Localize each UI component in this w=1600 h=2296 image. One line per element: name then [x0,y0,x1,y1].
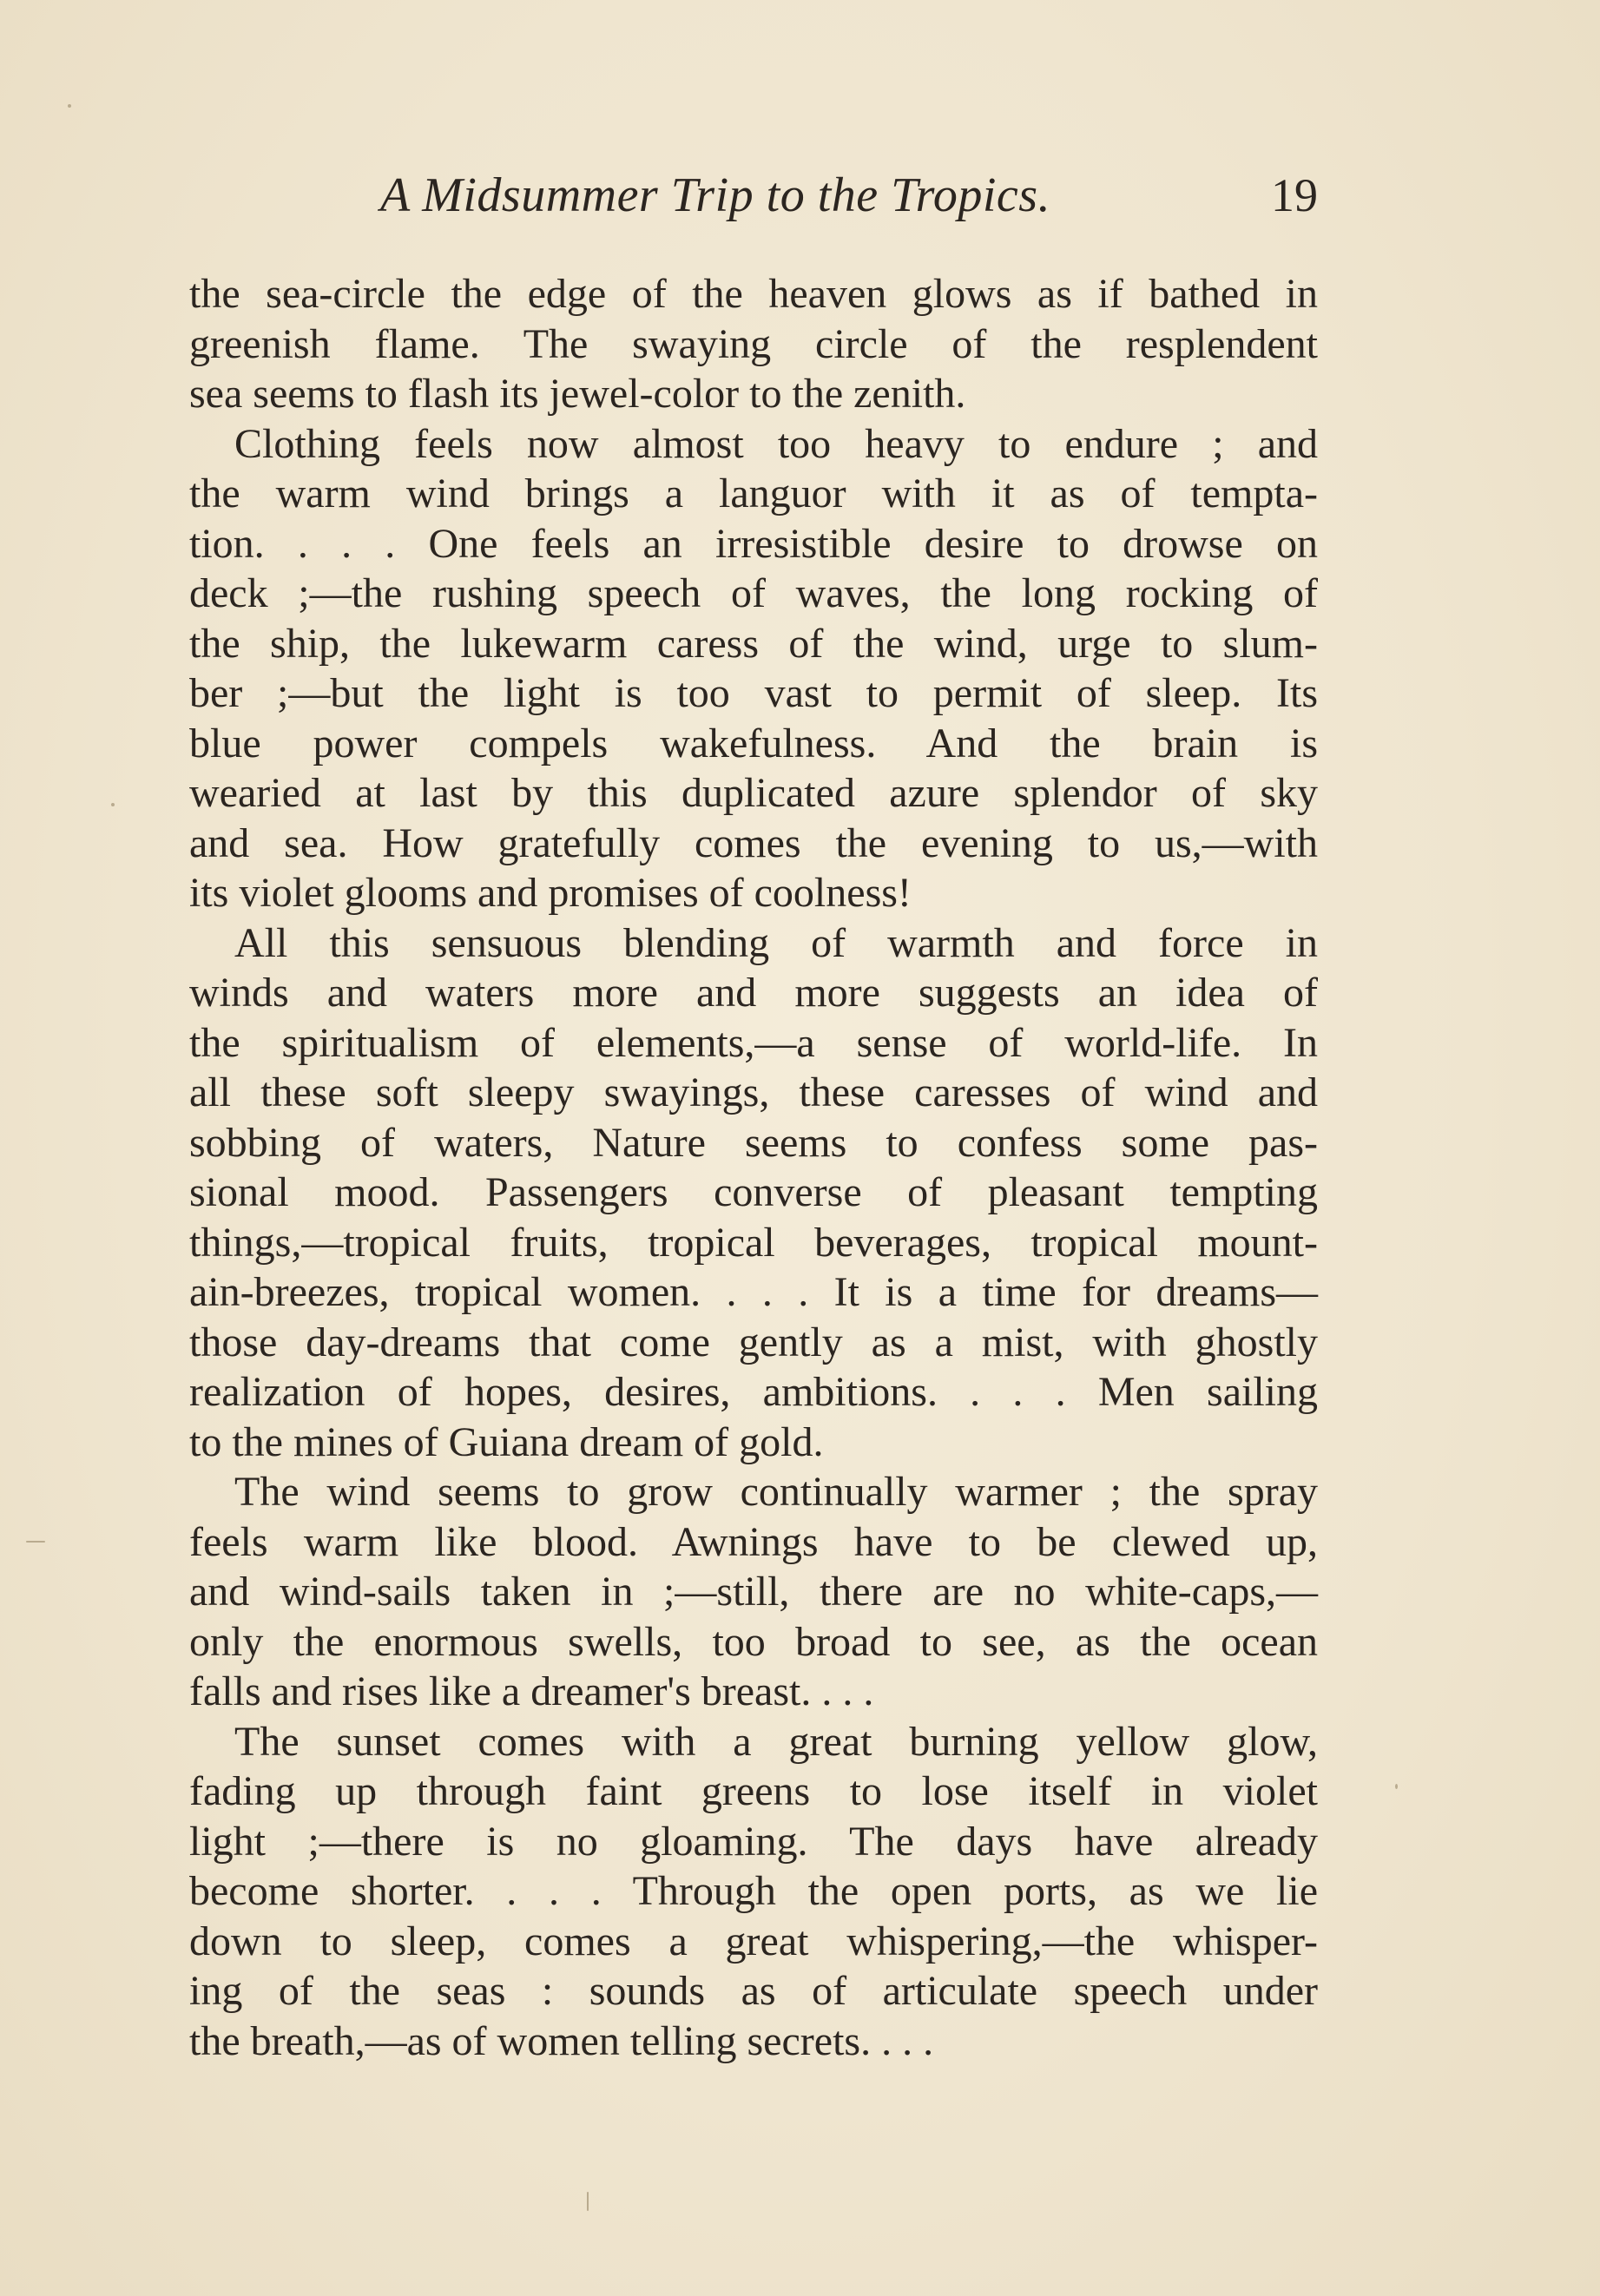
text-line: ber ;—but the light is too vast to permit of sleep. Its [189,670,1318,716]
text-line: winds and waters more and more suggests an idea of [189,970,1318,1016]
paper-speck [587,2192,589,2211]
text-line: tion. . . . One feels an irresistible desire to drowse on [189,520,1318,567]
text-line: sobbing of waters, Nature seems to confess some pas- [189,1119,1318,1166]
paper-speck [68,104,71,108]
text-line: things,—tropical fruits, tropical beverages, tropical mount- [189,1219,1318,1266]
text-line: only the enormous swells, too broad to see, as the ocean [189,1618,1318,1665]
text-line: feels warm like blood. Awnings have to be clewed up, [189,1518,1318,1565]
text-line: those day-dreams that come gently as a mist, with ghostly [189,1319,1318,1365]
text-line: ain-breezes, tropical women. . . . It is a time for dreams— [189,1269,1318,1315]
text-line: its violet glooms and promises of coolness! [189,870,912,916]
text-line: and wind-sails taken in ;—still, there are no white-caps,— [189,1569,1318,1615]
body-text [189,269,1318,2066]
paper-speck [26,1541,45,1543]
text-line: Clothing feels now almost too heavy to endure ; and [234,420,1318,467]
running-head [189,165,1318,226]
page-number: 19 [1271,169,1318,221]
text-line: become shorter. . . . Through the open ports, as we lie [189,1868,1318,1914]
text-line: and sea. How gratefully comes the evening to us,—with [189,819,1318,866]
text-line: All this sensuous blending of warmth and force in [234,919,1318,966]
paper-speck [111,803,115,806]
text-line: down to sleep, comes a great whispering,—the whisper- [189,1918,1318,1964]
text-line: blue power compels wakefulness. And the brain is [189,720,1318,766]
text-line: the warm wind brings a languor with it as of tempta- [189,470,1318,516]
text-line: fading up through faint greens to lose itself in violet [189,1768,1318,1814]
paper-speck [1395,1784,1398,1789]
text-line: the breath,—as of women telling secrets. . . . [189,2017,934,2064]
running-title: A Midsummer Trip to the Tropics. [380,168,1051,222]
text-line: light ;—there is no gloaming. The days have already [189,1818,1318,1865]
text-line: The wind seems to grow continually warmer ; the spray [234,1469,1318,1515]
text-line: to the mines of Guiana dream of gold. [189,1418,824,1465]
text-line: wearied at last by this duplicated azure splendor of sky [189,770,1318,816]
text-line: the spiritualism of elements,—a sense of world-life. In [189,1019,1318,1066]
text-line: deck ;—the rushing speech of waves, the long rocking of [189,570,1318,616]
text-line: sea seems to flash its jewel-color to the zenith. [189,371,966,417]
text-line: greenish flame. The swaying circle of the resplendent [189,320,1318,367]
text-line: all these soft sleepy swayings, these caresses of wind and [189,1069,1318,1115]
text-line: sional mood. Passengers converse of pleasant tempting [189,1169,1318,1215]
text-line: ing of the seas : sounds as of articulate speech under [189,1968,1318,2014]
text-line: The sunset comes with a great burning yellow glow, [234,1718,1318,1765]
text-line: realization of hopes, desires, ambitions. . . . Men sailing [189,1369,1318,1415]
text-line: the sea-circle the edge of the heaven glows as if bathed in [189,271,1318,317]
text-line: the ship, the lukewarm caress of the wind, urge to slum- [189,620,1318,667]
text-line: falls and rises like a dreamer's breast. . . . [189,1668,874,1714]
